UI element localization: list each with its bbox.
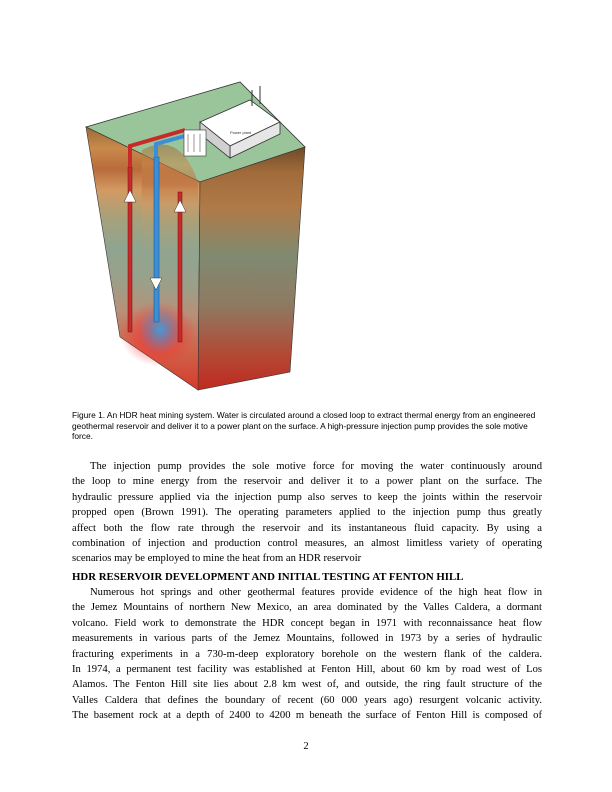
paragraph-fenton-hill — [72, 585, 542, 724]
paragraph-injection-pump — [72, 459, 542, 567]
hdr-system-diagram — [80, 72, 320, 402]
text-line: Valles Caldera that defines the boundary of recent (60 000 years ago) resurgent volcanic activity. — [72, 694, 542, 706]
text-line: In 1974, a permanent test facility was established at Fenton Hill, about 60 km by road west of Los — [72, 664, 542, 676]
figure-caption: Figure 1. An HDR heat mining system. Water is circulated around a closed loop to extract thermal energy from an engineered geothermal reservoir and deliver it to a power plant on the surface. A high-pressure injection pump provides the sole motive force. — [72, 410, 536, 442]
text-line: combination of injection and production control measures, an almost limitless variety of operating — [72, 538, 542, 550]
text-line: volcano. Field work to demonstrate the HDR concept began in 1971 with reconnaissance heat flow — [72, 617, 542, 629]
text-line: hydraulic pressure applied via the injection pump also serves to keep the joints within the reservoir — [72, 491, 542, 503]
text-line: the loop to mine energy from the reservoir and deliver it to a power plant on the surface. The — [72, 476, 542, 488]
text-line: affect both the flow rate through the reservoir and its instantaneous fluid capacity. By using a — [72, 522, 542, 534]
text-line: The basement rock at a depth of 2400 to 4200 m beneath the surface of Fenton Hill is composed of — [72, 710, 542, 722]
text-line: fracturing experiments in a 730-m-deep exploratory borehole on the western flank of the caldera. — [72, 648, 542, 660]
text-line: measurements in various parts of the Jemez Mountains, followed in 1973 by a series of hydraulic — [72, 633, 542, 645]
text-line: scenarios may be employed to mine the heat from an HDR reservoir — [72, 553, 362, 565]
hdr-figure-illustration — [80, 72, 320, 402]
text-line: the Jemez Mountains of northern New Mexico, an area dominated by the Valles Caldera, a dormant — [72, 602, 542, 614]
page-number: 2 — [303, 741, 309, 752]
text-line: propped open (Brown 1991). The operating parameters applied to the injection pump thus greatly — [72, 507, 542, 519]
section-heading: HDR RESERVOIR DEVELOPMENT AND INITIAL TESTING AT FENTON HILL — [72, 571, 464, 583]
text-line: Alamos. The Fenton Hill site lies about 2.8 km west of, and outside, the ring fault structure of the — [72, 679, 542, 691]
power-plant-label: Power plant — [230, 130, 252, 135]
text-line: The injection pump provides the sole motive force for moving the water continuously around — [90, 461, 542, 472]
text-line: Numerous hot springs and other geothermal features provide evidence of the high heat flow in — [90, 587, 542, 598]
